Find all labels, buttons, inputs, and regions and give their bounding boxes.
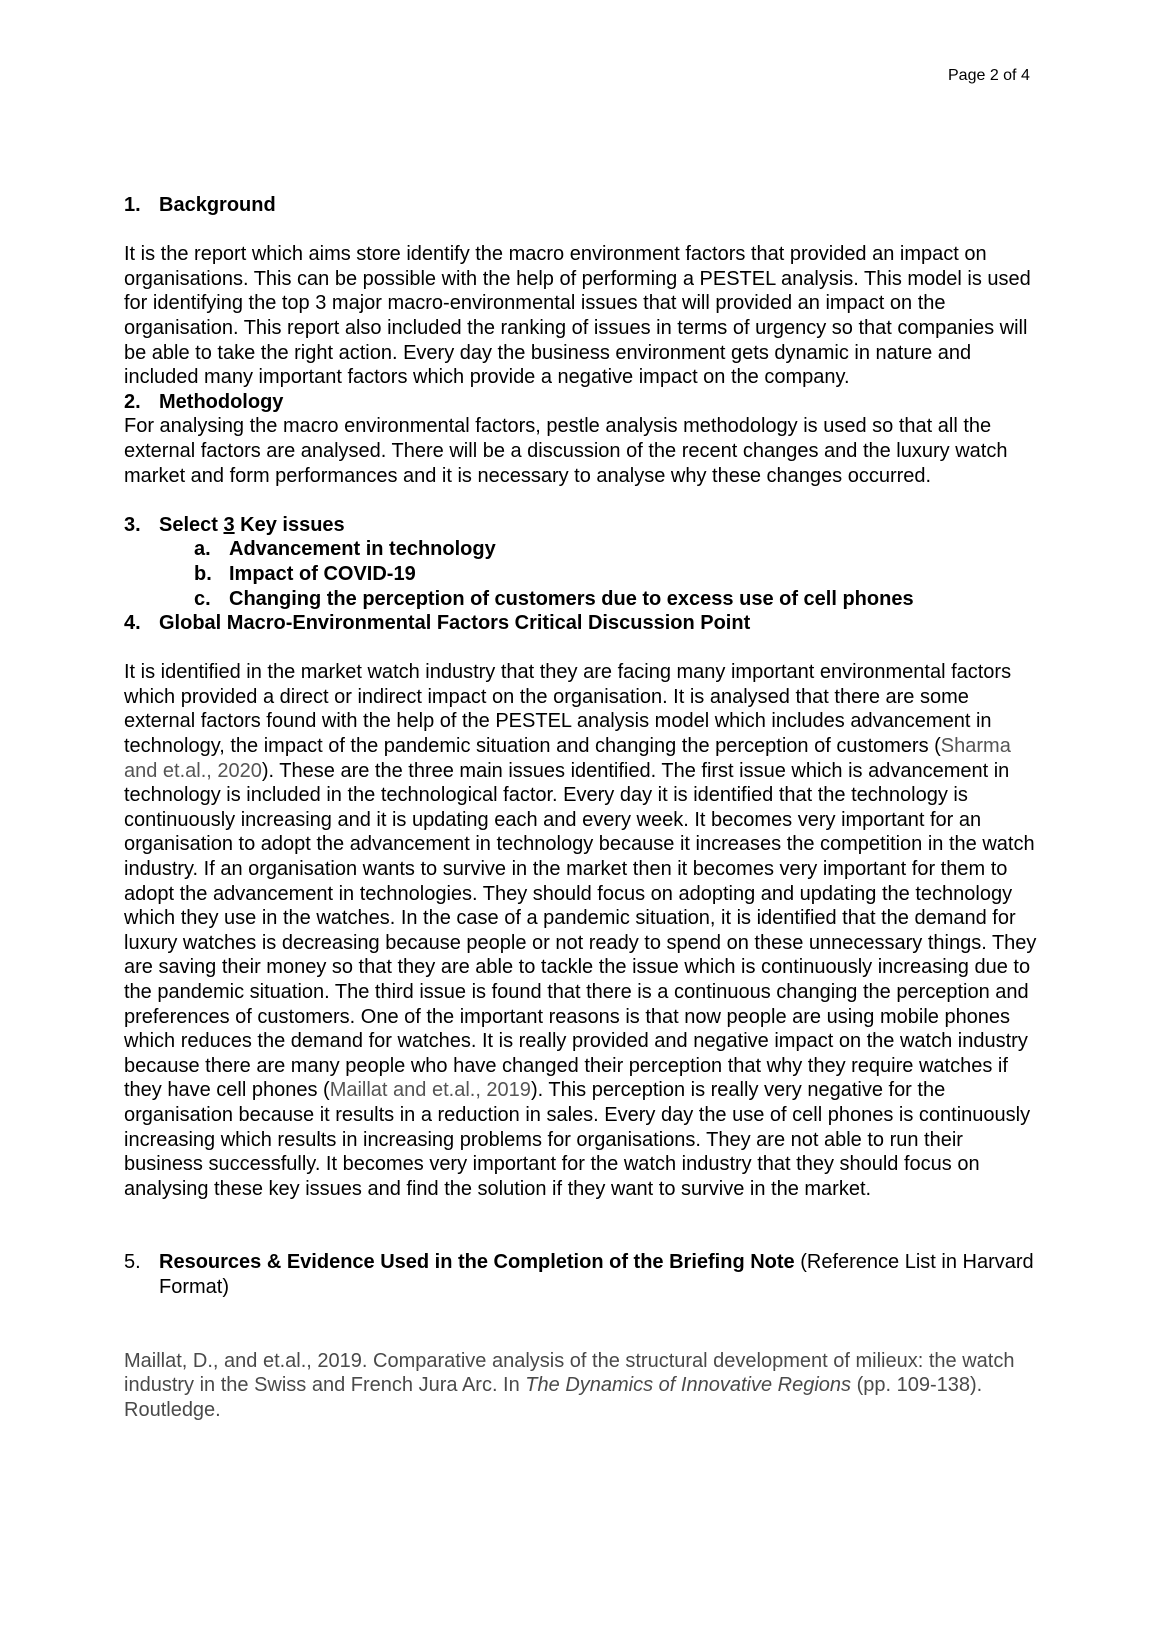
list-item: b. Impact of COVID-19	[194, 562, 416, 585]
heading-title: Resources & Evidence Used in the Completion of the Briefing Note	[159, 1251, 795, 1274]
heading-number: 2.	[124, 390, 141, 413]
background-paragraph: It is the report which aims store identify the macro environment factors that provided an impact on organisations. This can be possible with the help of performing a PESTEL analysis. This model is used for identifying the top 3 major macro-environmental issues that will provided an impact on the organisation. This report also included the ranking of issues in terms of urgency so that companies will be able to take the right action. Every day the business environment gets dynamic in nature and included many important factors which provide a negative impact on the company.	[124, 243, 1031, 389]
heading-key-issues	[124, 513, 1044, 538]
heading-subtitle: (Reference List in Harvard Format)	[159, 1251, 1034, 1298]
heading-discussion	[124, 611, 1044, 636]
underlined-count: 3	[223, 513, 235, 536]
heading-number: 3.	[124, 513, 141, 536]
list-item: a. Advancement in technology	[194, 538, 496, 561]
discussion-paragraph: It is identified in the market watch industry that they are facing many important environmental factors which provided a direct or indirect impact on the organisation. It is analysed that there are some external factors found with the help of the PESTEL analysis model which includes advancement in technology, the impact of the pandemic situation and changing the perception of customers (Sharma and et.al., 2020). These are the three main issues identified. The first issue which is advancement in technology is included in the technological factor. Every day it is identified that the technology is continuously increasing and it is updating each and every week. It becomes very important for an organisation to adopt the advancement in technology because it increases the competition in the watch industry. If an organisation wants to survive in the market then it becomes very important for them to adopt the advancement in technologies. They should focus on adopting and updating the technology which they use in the watches. In the case of a pandemic situation, it is identified that the demand for luxury watches is decreasing because people or not ready to spend on these unnecessary things. They are saving their money so that they are able to tackle the issue which is continuously increasing due to the pandemic situation. The third issue is found that there is a continuous changing the perception and preferences of customers. One of the important reasons is that now people are using mobile phones which reduces the demand for watches. It is really provided and negative impact on the watch industry because there are many people who have changed their perception that why they require watches if they have cell phones (Maillat and et.al., 2019). This perception is really very negative for the organisation because it results in a reduction in sales. Every day the use of cell phones is continuously increasing which results in increasing problems for organisations. They are not able to run their business successfully. It becomes very important for the watch industry that they should focus on analysing these key issues and find the solution if they want to survive in the market.	[124, 661, 1037, 1200]
heading-number: 1.	[124, 194, 141, 216]
methodology-paragraph: For analysing the macro environmental factors, pestle analysis methodology is used so that all the external factors are analysed. There will be a discussion of the recent changes and the luxury watch market and form performances and it is necessary to analyse why these changes occurred.	[124, 415, 1008, 487]
heading-resources	[124, 1250, 1044, 1299]
heading-title: Methodology	[159, 390, 284, 413]
reference-book-title: The Dynamics of Innovative Regions	[525, 1374, 852, 1397]
heading-methodology	[124, 390, 1044, 415]
document-body	[124, 193, 1044, 1422]
heading-number: 4.	[124, 612, 141, 635]
list-item: c. Changing the perception of customers due to excess use of cell phones	[194, 587, 914, 610]
citation: Sharma and et.al., 2020	[124, 735, 1011, 782]
heading-number: 5.	[124, 1251, 141, 1274]
page-number: Page 2 of 4	[948, 67, 1030, 84]
heading-title: Global Macro-Environmental Factors Critical Discussion Point	[159, 612, 751, 635]
heading-title: Select 3 Key issues	[159, 513, 345, 536]
citation: Maillat and et.al., 2019	[329, 1079, 531, 1102]
heading-background	[124, 193, 1044, 218]
heading-title: Background	[159, 194, 276, 216]
reference-entry: Maillat, D., and et.al., 2019. Comparative analysis of the structural development of milieux: the watch industry in the Swiss and French Jura Arc. In The Dynamics of Innovative Regions (pp. 109-138). Routledge.	[124, 1349, 1015, 1421]
